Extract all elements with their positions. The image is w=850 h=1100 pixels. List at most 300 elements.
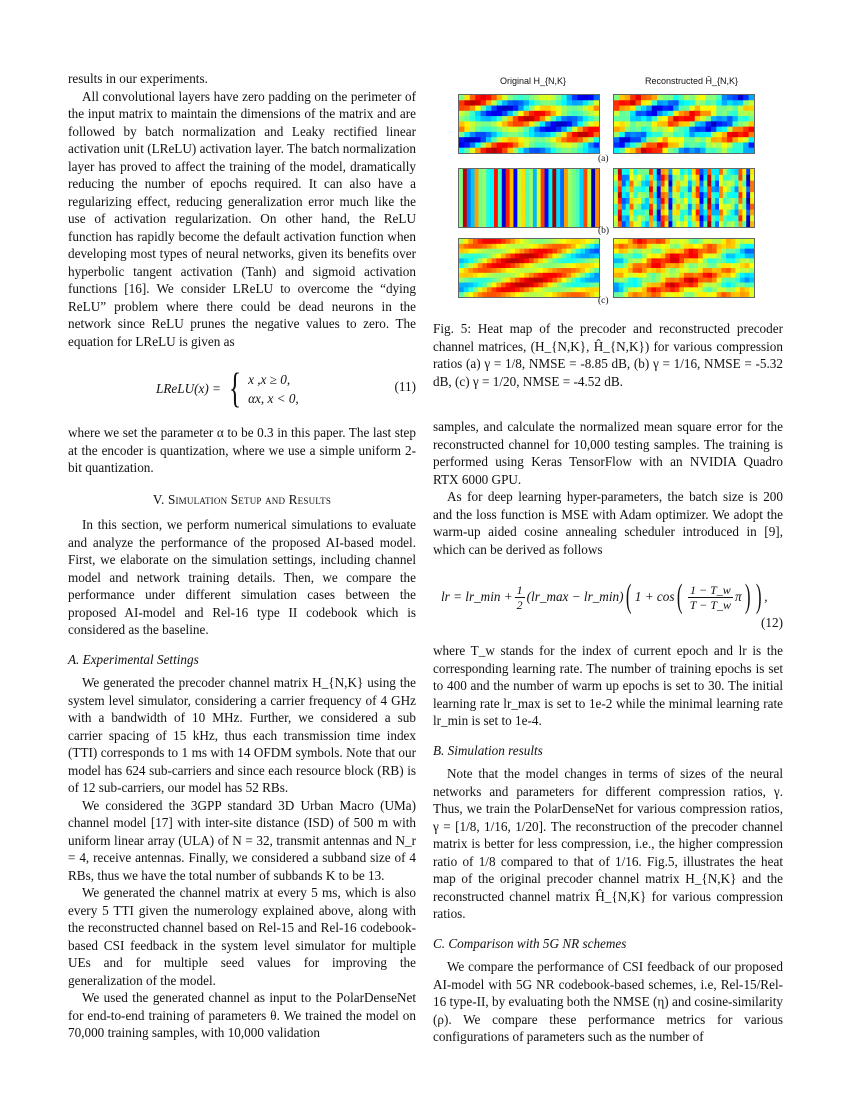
heatmap-cell (562, 278, 567, 283)
heatmap-cell (545, 142, 551, 148)
heatmap-cell (501, 268, 506, 273)
heatmap-cell (486, 210, 490, 216)
heatmap-cell (571, 263, 576, 268)
heatmap-cell (464, 263, 469, 268)
heatmap-cell (700, 215, 704, 221)
heatmap-cell (740, 268, 745, 273)
heatmap-cell (497, 132, 503, 138)
heatmap-cell (591, 186, 595, 192)
heatmap-cell (487, 254, 492, 259)
heatmap-cell (534, 142, 540, 148)
heatmap-cell (594, 249, 599, 254)
heatmap-cell (467, 169, 471, 175)
heatmap-cell (684, 239, 689, 244)
heatmap-cell (494, 192, 498, 198)
heatmap-cell (560, 198, 564, 204)
heatmap-cell (707, 263, 712, 268)
heatmap-cell (651, 244, 656, 249)
heatmap-cell (475, 121, 481, 127)
heatmap-cell (487, 263, 492, 268)
heatmap-cell (735, 221, 739, 227)
heatmap-cell (594, 254, 599, 259)
heatmap-cell (557, 268, 562, 273)
heatmap-cell (556, 132, 562, 138)
heatmap-cell (459, 127, 465, 133)
heatmap-cell (556, 121, 562, 127)
heatmap-cell (545, 210, 549, 216)
heatmap-cell (735, 283, 740, 288)
heatmap-cell (626, 181, 630, 187)
heatmap-cell (692, 215, 696, 221)
heatmap-cell (561, 111, 567, 117)
heatmap-cell (541, 215, 545, 221)
heatmap-cell (614, 278, 619, 283)
heatmap-cell (626, 169, 630, 175)
heatmap-cell (496, 258, 501, 263)
heatmap-cell (492, 268, 497, 273)
heatmap-cell (641, 175, 645, 181)
heatmap-cell (583, 142, 589, 148)
heatmap-cell (646, 121, 652, 127)
heatmap-cell (564, 175, 568, 181)
heatmap-cell (567, 132, 573, 138)
heatmap-cell (515, 278, 520, 283)
heatmap-cell (496, 263, 501, 268)
heatmap-cell (562, 287, 567, 292)
heatmap-cell (676, 215, 680, 221)
heatmap-cell (731, 215, 735, 221)
heatmap-cell (738, 192, 742, 198)
heatmap-cell (679, 137, 685, 143)
heatmap-cell (619, 263, 624, 268)
heatmap-cell (556, 181, 560, 187)
heatmap-cell (673, 116, 679, 122)
heatmap-cell (475, 95, 481, 101)
heatmap-cell (727, 169, 731, 175)
heatmap-cell (614, 142, 620, 148)
heatmap-cell (722, 100, 728, 106)
heatmap-cell (475, 198, 479, 204)
heatmap-cell (711, 142, 717, 148)
heatmap-cell (698, 254, 703, 259)
heatmap-cell (676, 186, 680, 192)
heatmap-cell (657, 100, 663, 106)
heatmap-cell (641, 186, 645, 192)
heatmap-cell (716, 111, 722, 117)
heatmap-cell (614, 100, 620, 106)
heatmap-cell (545, 95, 551, 101)
heatmap-cell (619, 137, 625, 143)
heatmap-cell (492, 249, 497, 254)
heatmap-cell (637, 283, 642, 288)
heatmap-cell (670, 249, 675, 254)
heatmap-cell (506, 221, 510, 227)
heatmap-cell (614, 221, 618, 227)
heatmap-cell (510, 192, 514, 198)
subsection-heading: A. Experimental Settings (68, 651, 199, 667)
heatmap-cell (478, 249, 483, 254)
heatmap-cell (533, 192, 537, 198)
heatmap-cell (492, 254, 497, 259)
heatmap-cell (490, 181, 494, 187)
heatmap-cell (478, 278, 483, 283)
heatmap-cell (661, 186, 665, 192)
heatmap-cell (464, 127, 470, 133)
heatmap-cell (684, 254, 689, 259)
heatmap-cell (566, 287, 571, 292)
heatmap-cell (538, 283, 543, 288)
heatmap-cell (619, 121, 625, 127)
heatmap-cell (700, 221, 704, 227)
heatmap-cell (556, 198, 560, 204)
heatmap-cell (707, 268, 712, 273)
heatmap-cell (721, 273, 726, 278)
heatmap-cell (595, 181, 599, 187)
heatmap-cell (591, 192, 595, 198)
heatmap-cell (538, 278, 543, 283)
heatmap-cell (715, 192, 719, 198)
heatmap-cell (715, 186, 719, 192)
heatmap-cell (630, 127, 636, 133)
heatmap-cell (524, 137, 530, 143)
heatmap-cell (703, 278, 708, 283)
heatmap-cell (464, 132, 470, 138)
heatmap-cell (679, 287, 684, 292)
heatmap-cell (478, 169, 482, 175)
heatmap-cell (463, 210, 467, 216)
heatmap-cell (557, 283, 562, 288)
heatmap-cell (727, 142, 733, 148)
heatmap-cell (557, 287, 562, 292)
heatmap-cell (657, 192, 661, 198)
heatmap-cell (738, 142, 744, 148)
heatmap-cell (520, 258, 525, 263)
heatmap-cell (545, 111, 551, 117)
heatmap-cell (497, 127, 503, 133)
heatmap-cell (588, 127, 594, 133)
heatmap-cell (533, 198, 537, 204)
heatmap-cell (618, 186, 622, 192)
heatmap-cell (548, 273, 553, 278)
heatmap-cell (545, 192, 549, 198)
heatmap-cell (566, 249, 571, 254)
heatmap-cell (533, 221, 537, 227)
heatmap-cell (576, 273, 581, 278)
heatmap-cell (661, 221, 665, 227)
heatmap-cell (723, 175, 727, 181)
heatmap-cell (692, 210, 696, 216)
heatmap-cell (719, 221, 723, 227)
heatmap-cell (622, 198, 626, 204)
heatmap-cell (746, 175, 750, 181)
heatmap-cell (478, 175, 482, 181)
heatmap-cell (572, 192, 576, 198)
heatmap-cell (524, 283, 529, 288)
heatmap-cell (696, 192, 700, 198)
heatmap-cell (676, 175, 680, 181)
heatmap-cell (641, 95, 647, 101)
heatmap-cell (538, 249, 543, 254)
heatmap-cell (707, 249, 712, 254)
heatmap-cell (497, 116, 503, 122)
heatmap-cell (538, 258, 543, 263)
heatmap-cell (696, 186, 700, 192)
heatmap-cell (595, 215, 599, 221)
heatmap-cell (571, 254, 576, 259)
heatmap-cell (494, 169, 498, 175)
heatmap-cell (459, 249, 464, 254)
heatmap-cell (637, 169, 641, 175)
heatmap-cell (513, 100, 519, 106)
subsection-heading: C. Comparison with 5G NR schemes (433, 935, 627, 951)
heatmap-cell (521, 221, 525, 227)
heatmap-cell (652, 137, 658, 143)
heatmap-cell (680, 192, 684, 198)
heatmap-cell (626, 210, 630, 216)
heatmap-cell (507, 137, 513, 143)
heatmap-cell (552, 263, 557, 268)
heatmap-cell (626, 204, 630, 210)
heatmap-cell (614, 186, 618, 192)
heatmap-cell (698, 268, 703, 273)
heatmap-cell (712, 244, 717, 249)
heatmap-cell (510, 273, 515, 278)
heatmap-cell (689, 132, 695, 138)
heatmap-cell (524, 258, 529, 263)
heatmap-cell (652, 132, 658, 138)
heatmap-cell (515, 292, 520, 297)
heatmap-cell (583, 221, 587, 227)
heatmap-cell (506, 192, 510, 198)
heatmap-cell (721, 278, 726, 283)
heatmap-cell (619, 95, 625, 101)
heatmap-cell (727, 127, 733, 133)
heatmap-cell (749, 142, 755, 148)
heatmap-cell (614, 244, 619, 249)
heatmap-cell (693, 268, 698, 273)
heatmap-cell (577, 148, 583, 154)
heatmap-cell (689, 278, 694, 283)
heatmap-cell (497, 121, 503, 127)
heatmap-cell (735, 169, 739, 175)
heatmap-cell (545, 132, 551, 138)
heatmap-cell (619, 116, 625, 122)
heatmap-cell (630, 210, 634, 216)
heatmap-cell (646, 106, 652, 112)
heatmap-cell (594, 287, 599, 292)
heatmap-cell (543, 249, 548, 254)
heatmap-cell (562, 263, 567, 268)
heatmap-cell (707, 210, 711, 216)
heatmap-cell (649, 186, 653, 192)
heatmap-cell (662, 121, 668, 127)
heatmap-cell (679, 273, 684, 278)
heatmap-cell (572, 111, 578, 117)
heatmap-cell (541, 221, 545, 227)
heatmap-cell (646, 95, 652, 101)
heatmap-cell (571, 278, 576, 283)
heatmap-cell (538, 273, 543, 278)
heatmap-cell (543, 287, 548, 292)
heatmap-cell (510, 249, 515, 254)
heatmap-cell (506, 249, 511, 254)
heatmap-cell (560, 181, 564, 187)
heatmap-cell (464, 254, 469, 259)
heatmap-cell (657, 169, 661, 175)
heatmap-cell (662, 127, 668, 133)
heatmap-cell (470, 132, 476, 138)
heatmap-cell (684, 121, 690, 127)
heatmap-cell (551, 132, 557, 138)
heatmap-cell (731, 283, 736, 288)
heatmap-cell (567, 121, 573, 127)
heatmap-cell (468, 244, 473, 249)
heatmap-cell (614, 254, 619, 259)
heatmap-cell (529, 137, 535, 143)
heatmap-cell (679, 249, 684, 254)
heatmap-cell (636, 121, 642, 127)
heatmap-cell (524, 249, 529, 254)
heatmap-cell (645, 192, 649, 198)
heatmap-cell (723, 198, 727, 204)
heatmap-cell (743, 127, 749, 133)
heatmap-cell (594, 148, 600, 154)
heatmap-cell (684, 215, 688, 221)
heatmap-cell (732, 106, 738, 112)
heatmap-cell (545, 121, 551, 127)
heatmap-cell (743, 100, 749, 106)
heatmap-cell (576, 175, 580, 181)
heatmap-cell (459, 263, 464, 268)
heatmap-cell (628, 254, 633, 259)
heatmap-cell (524, 273, 529, 278)
heatmap-cell (647, 263, 652, 268)
heatmap-cell (740, 283, 745, 288)
heatmap-cell (478, 268, 483, 273)
heatmap-cell (482, 181, 486, 187)
heatmap-cell (576, 198, 580, 204)
heatmap-cell (571, 292, 576, 297)
heatmap-cell (619, 106, 625, 112)
heatmap-cell (487, 292, 492, 297)
heatmap-cell (715, 198, 719, 204)
heatmap-cell (698, 258, 703, 263)
heatmap-cell (482, 292, 487, 297)
heatmap-cell (571, 273, 576, 278)
heatmap-cell (576, 244, 581, 249)
heatmap-cell (749, 116, 755, 122)
heatmap-cell (651, 278, 656, 283)
heatmap-cell (585, 273, 590, 278)
heatmap-cell (742, 204, 746, 210)
heatmap-cell (622, 181, 626, 187)
heatmap-cell (594, 244, 599, 249)
heatmap-cell (749, 127, 755, 133)
heatmap-cell (684, 106, 690, 112)
heatmap-cell (486, 186, 490, 192)
heatmap-cell (510, 239, 515, 244)
heatmap-cell (590, 268, 595, 273)
heatmap-cell (614, 137, 620, 143)
heatmap-cell (583, 100, 589, 106)
heatmap-cell (633, 215, 637, 221)
heatmap-cell (540, 116, 546, 122)
heatmap-cell (571, 249, 576, 254)
heatmap-cell (637, 244, 642, 249)
heatmap-cell (672, 169, 676, 175)
heatmap-cell (567, 106, 573, 112)
heatmap-cell (540, 100, 546, 106)
heatmap-cell (723, 169, 727, 175)
heatmap-cell (657, 132, 663, 138)
heatmap-cell (471, 210, 475, 216)
heatmap-cell (735, 244, 740, 249)
heatmap-cell (722, 148, 728, 154)
heatmap-cell (467, 198, 471, 204)
heatmap-cell (692, 181, 696, 187)
heatmap-cell (689, 95, 695, 101)
heatmap-cell (703, 204, 707, 210)
heatmap-cell (689, 258, 694, 263)
heatmap-cell (700, 204, 704, 210)
heatmap-cell (562, 258, 567, 263)
heatmap-cell (507, 148, 513, 154)
heatmap-cell (478, 287, 483, 292)
heatmap-cell (647, 273, 652, 278)
heatmap-cell (623, 239, 628, 244)
heatmap-cell (642, 287, 647, 292)
heatmap-cell (684, 263, 689, 268)
equation-12: lr = lr_min + $\frac{1}{2}$ (lr_max − lr_min) ( 1 + cos ( $\frac{1 - T\_w}{T - T\_w}$ π ) ) , (12) (441, 578, 783, 630)
heatmap-cell (684, 116, 690, 122)
heatmap-cell (693, 254, 698, 259)
heatmap-cell (670, 244, 675, 249)
heatmap-cell (496, 268, 501, 273)
heatmap-cell (506, 215, 510, 221)
heatmap-cell (513, 204, 517, 210)
heatmap-cell (588, 142, 594, 148)
heatmap-cell (498, 181, 502, 187)
heatmap-cell (614, 192, 618, 198)
heatmap-cell (594, 127, 600, 133)
heatmap-cell (641, 215, 645, 221)
equation-mid: (lr_max − lr_min) (526, 589, 624, 605)
heatmap-cell (727, 95, 733, 101)
heatmap-cell (502, 116, 508, 122)
heatmap-cell (647, 244, 652, 249)
heatmap-cell (623, 258, 628, 263)
heatmap-cell (707, 258, 712, 263)
heatmap-cell (695, 132, 701, 138)
heatmap-cell (534, 268, 539, 273)
heatmap-cell (731, 258, 736, 263)
heatmap-cell (721, 268, 726, 273)
heatmap-cell (706, 95, 712, 101)
heatmap-cell (540, 95, 546, 101)
heatmap-cell (732, 121, 738, 127)
heatmap-cell (513, 215, 517, 221)
heatmap-cell (689, 263, 694, 268)
heatmap-cell (576, 239, 581, 244)
heatmap-cell (689, 244, 694, 249)
heatmap-cell (510, 198, 514, 204)
heatmap-cell (622, 215, 626, 221)
heatmap-cell (636, 95, 642, 101)
heatmap-cell (561, 148, 567, 154)
heatmap-cell (459, 221, 463, 227)
heatmap-cell (633, 192, 637, 198)
heatmap-cell (700, 111, 706, 117)
